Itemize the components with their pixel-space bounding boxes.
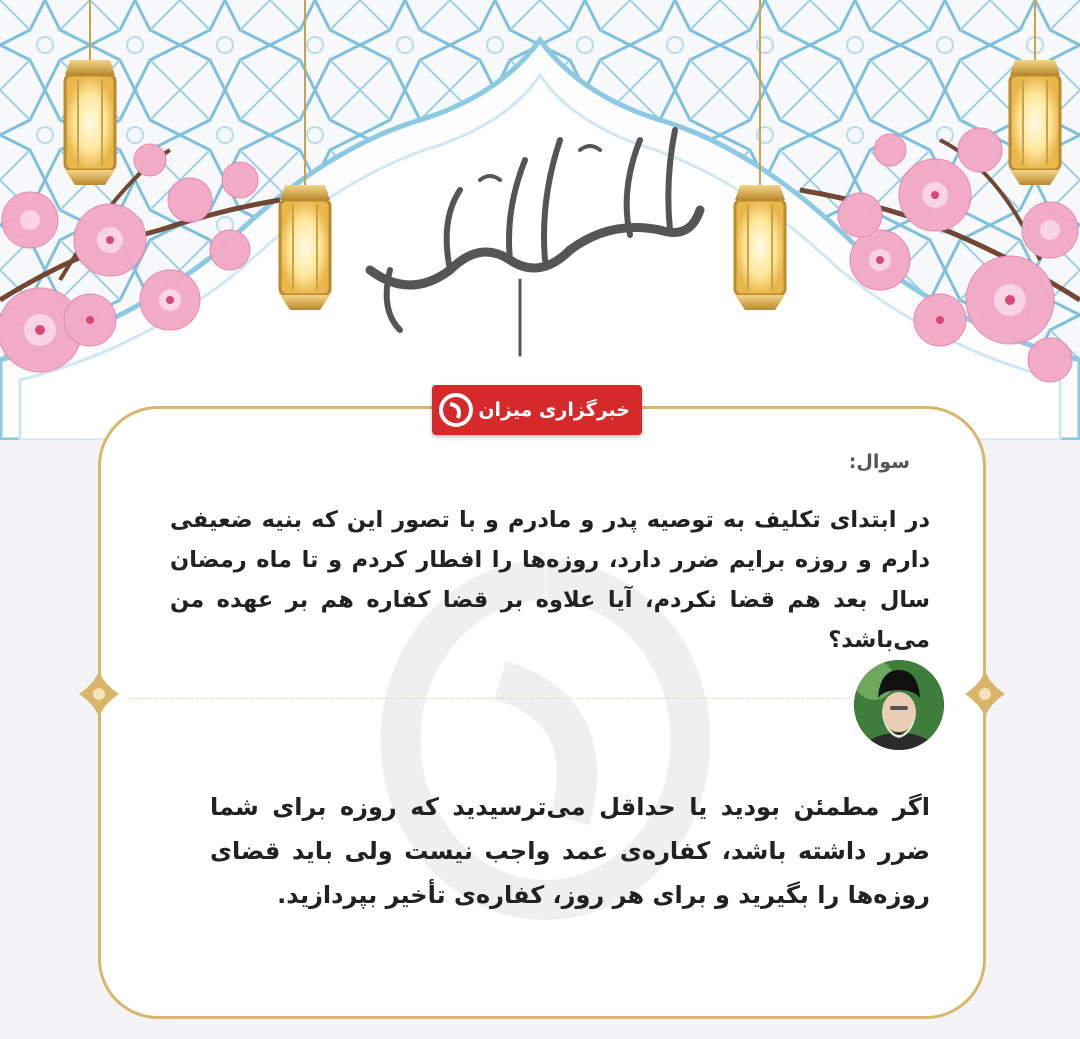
mizan-logo-icon [438, 392, 474, 428]
answer-text: اگر مطمئن بودید یا حداقل می‌ترسیدید که روزه برای شما ضرر داشته باشد، کفاره‌ی عمد واجب نیست ولی باید قضای روزه‌ها را بگیرید و برای هر روز، کفاره‌ی تأخیر بپردازید. [210, 793, 930, 909]
portrait-image [854, 660, 944, 750]
scholar-avatar [851, 657, 947, 753]
mizan-news-logo [432, 385, 642, 435]
ornament-right-icon [960, 669, 1010, 719]
section-divider [130, 698, 850, 699]
bismillah-calligraphy [330, 120, 730, 360]
ornament-left-icon [74, 669, 124, 719]
question-text: در ابتدای تکلیف به توصیه پدر و مادرم و با تصور این که بنیه ضعیفی دارم و روزه برایم ضرر دارد، روزه‌ها را افطار کردم و تا ماه رمضان سال بعد هم قضا نکردم، آیا علاوه بر قضا کفاره هم بر عهده من می‌باشد؟ [170, 507, 930, 653]
question-label: سوال: [848, 451, 910, 473]
logo-label: خبرگزاری میزان [478, 399, 630, 421]
